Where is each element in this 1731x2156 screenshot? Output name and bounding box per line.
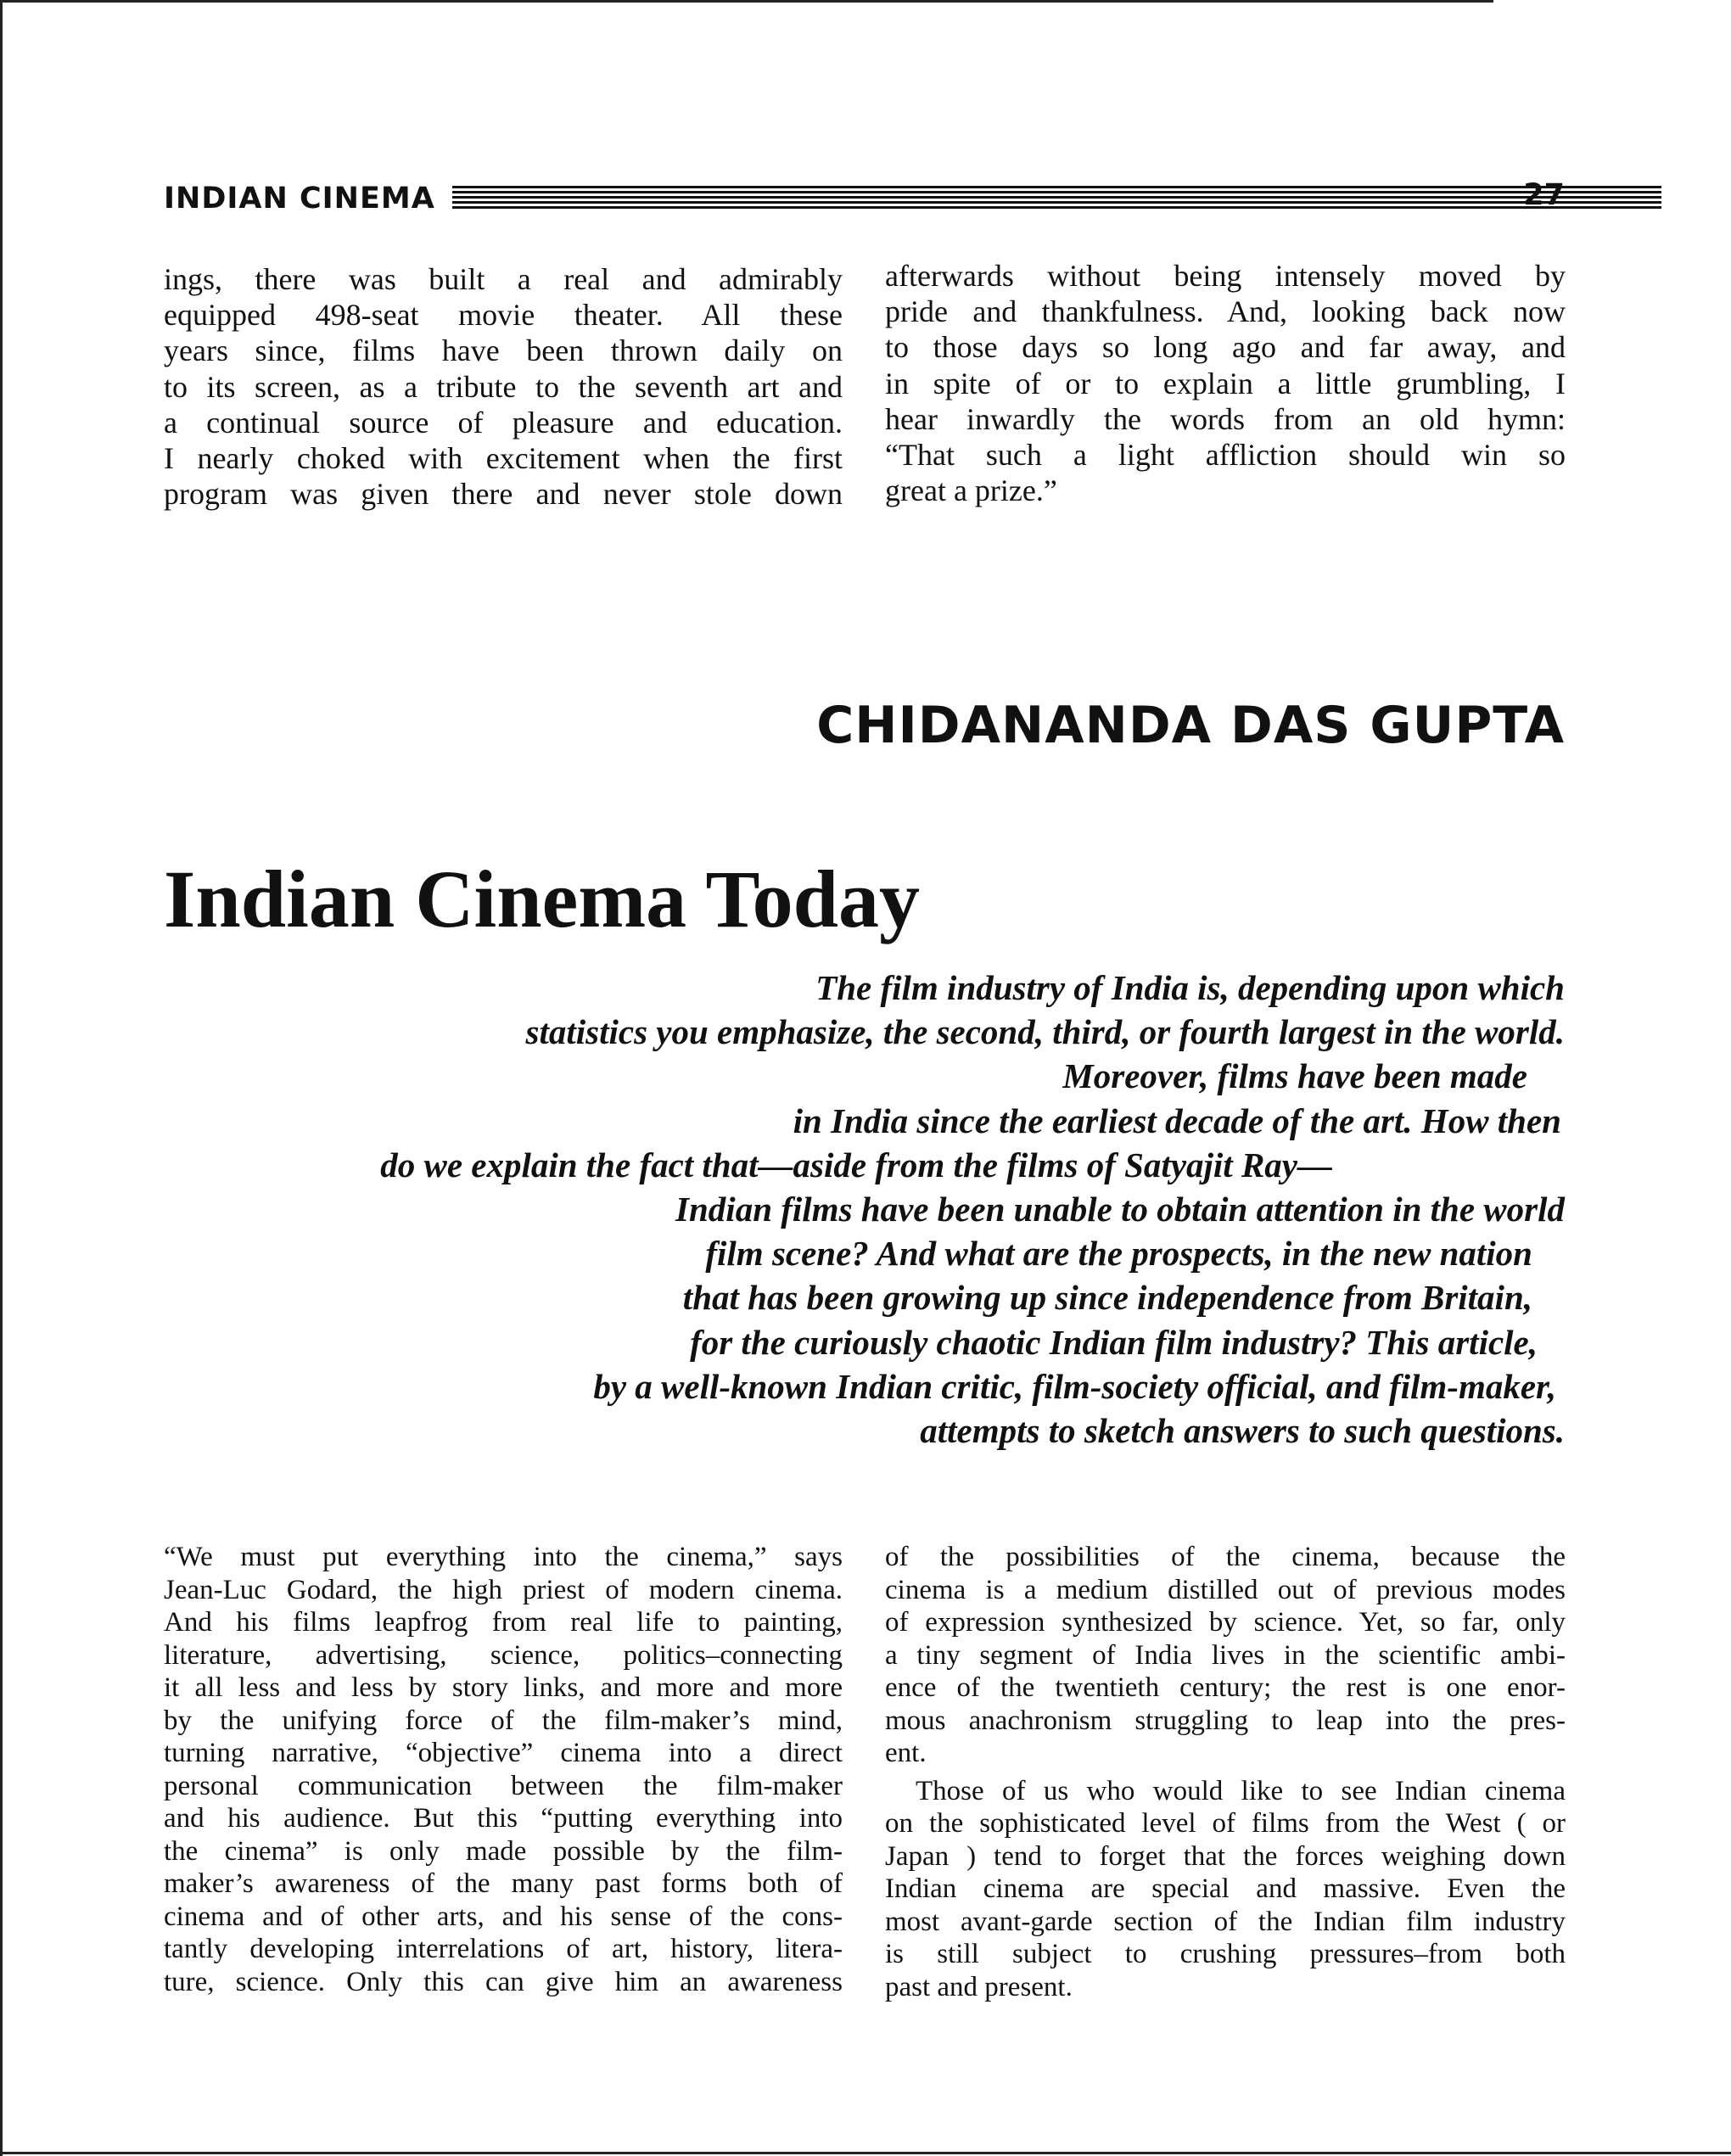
text-line: maker’s awareness of the many past forms both of: [164, 1868, 843, 1899]
text-line: Japan ) tend to forget that the forces weighing down: [885, 1840, 1566, 1872]
text-line: ent.: [885, 1738, 927, 1768]
text-line: And his films leapfrog from real life to painting,: [164, 1607, 843, 1638]
dek-line: The film industry of India is, depending upon which: [815, 968, 1565, 1007]
text-line: to those days so long ago and far away, and: [885, 330, 1566, 365]
text-line: Jean-Luc Godard, the high priest of modern cinema.: [164, 1574, 843, 1605]
text-line: ture, science. Only this can give him an awareness: [164, 1966, 843, 1997]
text-line: a continual source of pleasure and education.: [164, 405, 843, 440]
page-edge-left: [0, 0, 3, 2156]
text-line: program was given there and never stole down: [164, 477, 843, 512]
article-author: CHIDANANDA DAS GUPTA: [816, 696, 1565, 755]
text-line: on the sophisticated level of films from the West ( or: [885, 1808, 1566, 1839]
article-title: Indian Cinema Today: [164, 854, 921, 944]
text-line: Those of us who would like to see Indian cinema: [916, 1775, 1566, 1806]
body-column-left: [164, 1541, 843, 1998]
text-line: is still subject to crushing pressures–from both: [885, 1939, 1566, 1969]
dek-line: attempts to sketch answers to such questions.: [920, 1411, 1565, 1451]
page-edge-bottom: [0, 2152, 1731, 2154]
dek-line: for the curiously chaotic Indian film industry? This article,: [690, 1322, 1538, 1362]
text-line: tantly developing interrelations of art, history, litera-: [164, 1934, 843, 1964]
text-line: of the possibilities of the cinema, because the: [885, 1542, 1566, 1572]
continued-column-left: [164, 261, 843, 512]
text-line: ence of the twentieth century; the rest is one enor-: [885, 1672, 1566, 1703]
text-line: cinema and of other arts, and his sense of the cons-: [164, 1901, 843, 1932]
continued-column-right: [885, 258, 1566, 508]
text-line: cinema is a medium distilled out of previous modes: [885, 1574, 1566, 1605]
header-rules: [452, 186, 1661, 210]
body-column-right: [885, 1541, 1566, 2003]
text-line: by the unifying force of the film-maker’s mind,: [164, 1705, 843, 1736]
text-line: mous anachronism struggling to leap into the pres-: [885, 1705, 1566, 1736]
text-line: “That such a light affliction should win so: [885, 438, 1566, 473]
text-line: in spite of or to explain a little grumbling, I: [885, 366, 1566, 400]
text-line: years since, films have been thrown daily on: [164, 333, 843, 368]
text-line: it all less and less by story links, and more and more: [164, 1672, 843, 1703]
article-dek: [292, 966, 1565, 1453]
text-line: equipped 498-seat movie theater. All these: [164, 298, 843, 333]
dek-line: film scene? And what are the prospects, in the new nation: [705, 1234, 1532, 1274]
page-edge-top: [0, 0, 1493, 3]
text-line: and his audience. But this “putting everything into: [164, 1803, 843, 1834]
dek-line: that has been growing up since independence from Britain,: [682, 1278, 1532, 1318]
text-line: “We must put everything into the cinema,” says: [164, 1542, 843, 1572]
text-line: great a prize.”: [885, 473, 1057, 508]
page-number: 27: [1523, 178, 1565, 212]
text-line: hear inwardly the words from an old hymn:: [885, 401, 1566, 436]
text-line: a tiny segment of India lives in the scientific ambi-: [885, 1639, 1566, 1671]
dek-line: in India since the earliest decade of the art. How then: [793, 1100, 1561, 1140]
text-line: afterwards without being intensely moved by: [885, 259, 1566, 293]
text-line: past and present.: [885, 1971, 1073, 2002]
text-line: literature, advertising, science, politics–connecting: [164, 1639, 843, 1671]
dek-line: do we explain the fact that—aside from the films of Satyajit Ray—: [380, 1145, 1332, 1184]
dek-line: by a well-known Indian critic, film-society official, and film-maker,: [593, 1366, 1556, 1406]
text-line: turning narrative, “objective” cinema into a direct: [164, 1738, 843, 1768]
text-line: I nearly choked with excitement when the first: [164, 441, 843, 476]
text-line: to its screen, as a tribute to the seventh art and: [164, 369, 843, 404]
text-line: the cinema” is only made possible by the film-: [164, 1835, 843, 1867]
text-line: most avant-garde section of the Indian film industry: [885, 1906, 1566, 1937]
dek-line: Indian films have been unable to obtain attention in the world: [675, 1190, 1565, 1229]
text-line: ings, there was built a real and admirably: [164, 262, 843, 296]
dek-line: statistics you emphasize, the second, third, or fourth largest in the world.: [525, 1012, 1565, 1052]
text-line: personal communication between the film-maker: [164, 1770, 843, 1801]
running-header: [164, 178, 1565, 222]
running-header-section: INDIAN CINEMA: [164, 182, 435, 216]
text-line: of expression synthesized by science. Yet, so far, only: [885, 1607, 1566, 1638]
text-line: pride and thankfulness. And, looking back now: [885, 294, 1566, 329]
dek-line: Moreover, films have been made: [1062, 1056, 1527, 1096]
text-line: Indian cinema are special and massive. Even the: [885, 1873, 1566, 1904]
